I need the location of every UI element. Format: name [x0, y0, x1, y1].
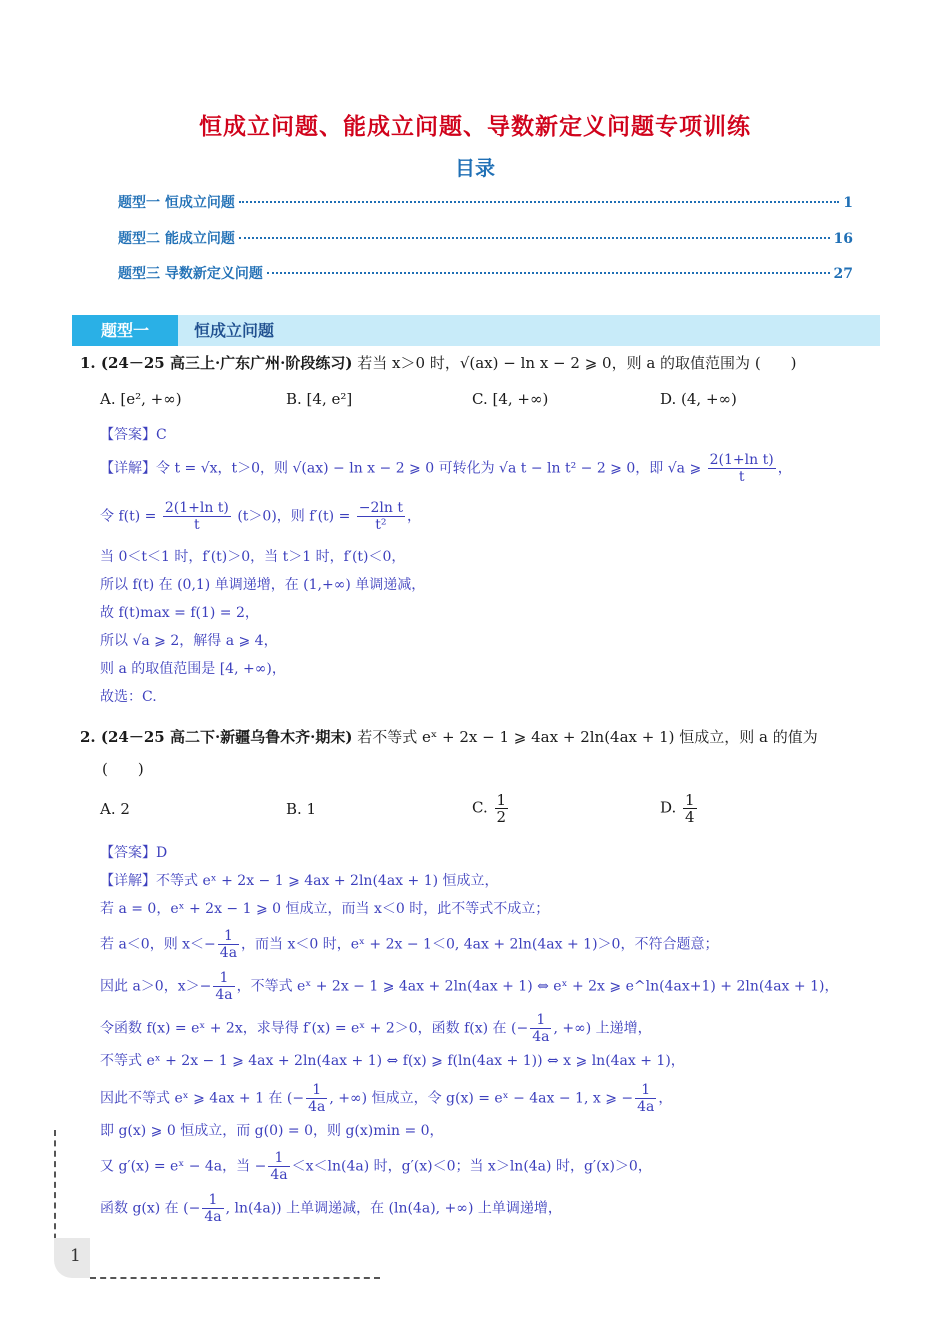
document-title: 恒成立问题、能成立问题、导数新定义问题专项训练 [199, 113, 751, 140]
toc-entry-label: 题型二 能成立问题 [118, 231, 235, 247]
fraction-denominator: t [738, 469, 745, 485]
toc-leader [267, 272, 830, 274]
detail-line [100, 970, 880, 1003]
question-1 [80, 352, 880, 374]
detail-text: 因此不等式 eˣ ⩾ 4ax + 1 在 (− [100, 1090, 305, 1107]
fraction-denominator: 4 [685, 808, 695, 826]
section-title: 恒成立问题 [194, 321, 275, 340]
fraction-numerator: 1 [685, 791, 695, 809]
fraction-numerator: 1 [218, 928, 239, 945]
detail-text: , +∞) 恒成立，令 g(x) = eˣ − 4ax − 1, x ⩾ − [329, 1090, 634, 1107]
fraction-numerator: 1 [306, 1082, 327, 1099]
option-b: B. 1 [286, 800, 317, 818]
fraction-denominator: 4a [270, 1167, 288, 1183]
fraction [635, 1082, 656, 1115]
fraction-numerator: 1 [635, 1082, 656, 1099]
answer-label: 【答案】C [100, 427, 167, 443]
fraction-denominator: 4a [215, 987, 233, 1003]
detail-text: 【详解】令 t = √x，t＞0，则 √(ax) − ln x − 2 ⩾ 0 可转化为 √a t − ln t² − 2 ⩾ 0，即 √a ⩾ [100, 460, 702, 477]
toc-entry-3[interactable] [118, 263, 853, 283]
detail-line [100, 1012, 880, 1045]
fraction-denominator: 4a [637, 1099, 655, 1115]
toc-leader [239, 201, 839, 203]
question-2 [80, 726, 880, 748]
fraction [163, 500, 231, 533]
toc-entry-page: 1 [843, 195, 853, 211]
detail-text: 令函数 f(x) = eˣ + 2x，求导得 f′(x) = eˣ + 2＞0，函数 f(x) 在 (− [100, 1020, 529, 1037]
fraction-denominator: 4a [219, 945, 238, 961]
fraction-numerator: 1 [496, 791, 507, 809]
fraction-numerator: 1 [530, 1012, 551, 1029]
answer-label: 【答案】D [100, 845, 168, 861]
fraction [708, 452, 776, 485]
detail-line [100, 1150, 880, 1183]
detail-line: 即 g(x) ⩾ 0 恒成立，而 g(0) = 0，则 g(x)min = 0， [100, 1123, 444, 1139]
detail-text: 若 a＜0，则 x＜− [100, 936, 216, 953]
toc-entry-label: 题型三 导数新定义问题 [118, 266, 263, 282]
question-2-bracket: ( ) [102, 760, 144, 778]
toc-heading: 目录 [455, 156, 495, 180]
fraction [306, 1082, 327, 1115]
fraction-numerator: −2ln t [358, 500, 403, 516]
fraction-denominator: 4a [308, 1099, 326, 1115]
detail-line [100, 928, 880, 961]
fraction [213, 970, 234, 1003]
fraction [202, 1192, 223, 1225]
fraction [530, 1012, 551, 1045]
fraction-numerator: 1 [213, 970, 234, 987]
fraction [218, 928, 239, 961]
fraction-denominator: t² [375, 517, 387, 533]
fraction-denominator: 2 [496, 808, 507, 826]
toc-entry-2[interactable] [118, 228, 853, 248]
question-stem: 若不等式 eˣ + 2x − 1 ⩾ 4ax + 2ln(4ax + 1) 恒成立，则 a 的值为 [357, 728, 818, 746]
option-d [660, 792, 699, 825]
toc-entry-page: 27 [833, 266, 853, 282]
fraction-numerator: 1 [268, 1150, 289, 1167]
fraction [683, 792, 697, 825]
question-source: 1. (24－25 高三上·广东广州·阶段练习) [80, 354, 353, 372]
toc-entry-1[interactable] [118, 192, 853, 212]
fraction [268, 1150, 289, 1183]
detail-text: , +∞) 上递增， [553, 1020, 652, 1037]
detail-line: 则 a 的取值范围是 [4, +∞)， [100, 661, 286, 677]
option-label: D. [660, 798, 677, 817]
detail-text: ，不等式 eˣ + 2x − 1 ⩾ 4ax + 2ln(4ax + 1) ⇔ eˣ + 2x ⩾ e^ln(4ax+1) + 2ln(4ax + 1)， [236, 978, 839, 995]
toc-entry-label: 题型一 恒成立问题 [118, 195, 235, 211]
detail-text: ，而当 x＜0 时，eˣ + 2x − 1＜0, 4ax + 2ln(4ax + 1)＞0，不符合题意； [241, 936, 719, 953]
detail-text: , ln(4a)) 上单调递减，在 (ln(4a), +∞) 上单调递增， [225, 1200, 562, 1217]
detail-text: (t＞0)，则 f′(t) = [237, 508, 351, 525]
question-source: 2. (24－25 高二下·新疆乌鲁木齐·期末) [80, 728, 353, 746]
detail-text: 令 f(t) = [100, 508, 157, 525]
option-a: A. 2 [100, 800, 130, 818]
detail-line: 故 f(t)max = f(1) = 2， [100, 605, 259, 621]
section-tag: 题型一 [72, 315, 178, 346]
option-b: B. [4, e²] [286, 390, 353, 408]
page-number: 1 [70, 1246, 81, 1266]
section-header-bar [72, 315, 880, 346]
option-a: A. [e², +∞) [100, 390, 182, 408]
fraction-numerator: 2(1+ln t) [164, 500, 229, 516]
fraction-numerator: 1 [202, 1192, 223, 1209]
detail-line [100, 1192, 880, 1225]
detail-line: 当 0＜t＜1 时，f′(t)＞0，当 t＞1 时，f′(t)＜0， [100, 549, 406, 565]
detail-line: 不等式 eˣ + 2x − 1 ⩾ 4ax + 2ln(4ax + 1) ⇔ f(x) ⩾ f(ln(4ax + 1)) ⇔ x ⩾ ln(4ax + 1)， [100, 1053, 685, 1069]
detail-text: ， [777, 460, 792, 477]
fraction [495, 792, 509, 825]
detail-text: 又 g′(x) = eˣ − 4a，当 − [100, 1158, 267, 1175]
detail-text: ， [407, 508, 421, 525]
fraction [357, 500, 405, 533]
detail-line [100, 1082, 880, 1115]
question-stem: 若当 x＞0 时，√(ax) − ln x − 2 ⩾ 0，则 a 的取值范围为 ( ) [357, 354, 797, 372]
detail-line [100, 500, 880, 533]
fraction-denominator: 4a [532, 1029, 550, 1045]
toc-entry-page: 16 [833, 231, 853, 247]
option-label: C. [472, 798, 488, 817]
detail-line: 若 a = 0，eˣ + 2x − 1 ⩾ 0 恒成立，而当 x＜0 时，此不等式不成立； [100, 901, 550, 917]
detail-text: ＜x＜ln(4a) 时，g′(x)＜0；当 x＞ln(4a) 时，g′(x)＞0， [291, 1158, 652, 1175]
page-margin-dash-vertical [54, 1130, 56, 1250]
option-d: D. (4, +∞) [660, 390, 737, 408]
detail-line: 所以 √a ⩾ 2，解得 a ⩾ 4， [100, 633, 278, 649]
detail-line: 所以 f(t) 在 (0,1) 单调递增，在 (1,+∞) 单调递减， [100, 577, 426, 593]
fraction-denominator: t [194, 517, 200, 533]
detail-text: 函数 g(x) 在 (− [100, 1200, 201, 1217]
option-c [472, 792, 510, 825]
toc-leader [239, 237, 830, 239]
page-margin-dash-horizontal [90, 1277, 380, 1279]
detail-text: ， [658, 1090, 673, 1107]
detail-line [100, 452, 880, 485]
detail-text: 因此 a＞0，x＞− [100, 978, 212, 995]
detail-line: 【详解】不等式 eˣ + 2x − 1 ⩾ 4ax + 2ln(4ax + 1) 恒成立， [100, 873, 499, 889]
fraction-numerator: 2(1+ln t) [709, 452, 774, 468]
option-c: C. [4, +∞) [472, 390, 549, 408]
detail-line: 故选：C. [100, 689, 157, 705]
fraction-denominator: 4a [204, 1209, 222, 1225]
